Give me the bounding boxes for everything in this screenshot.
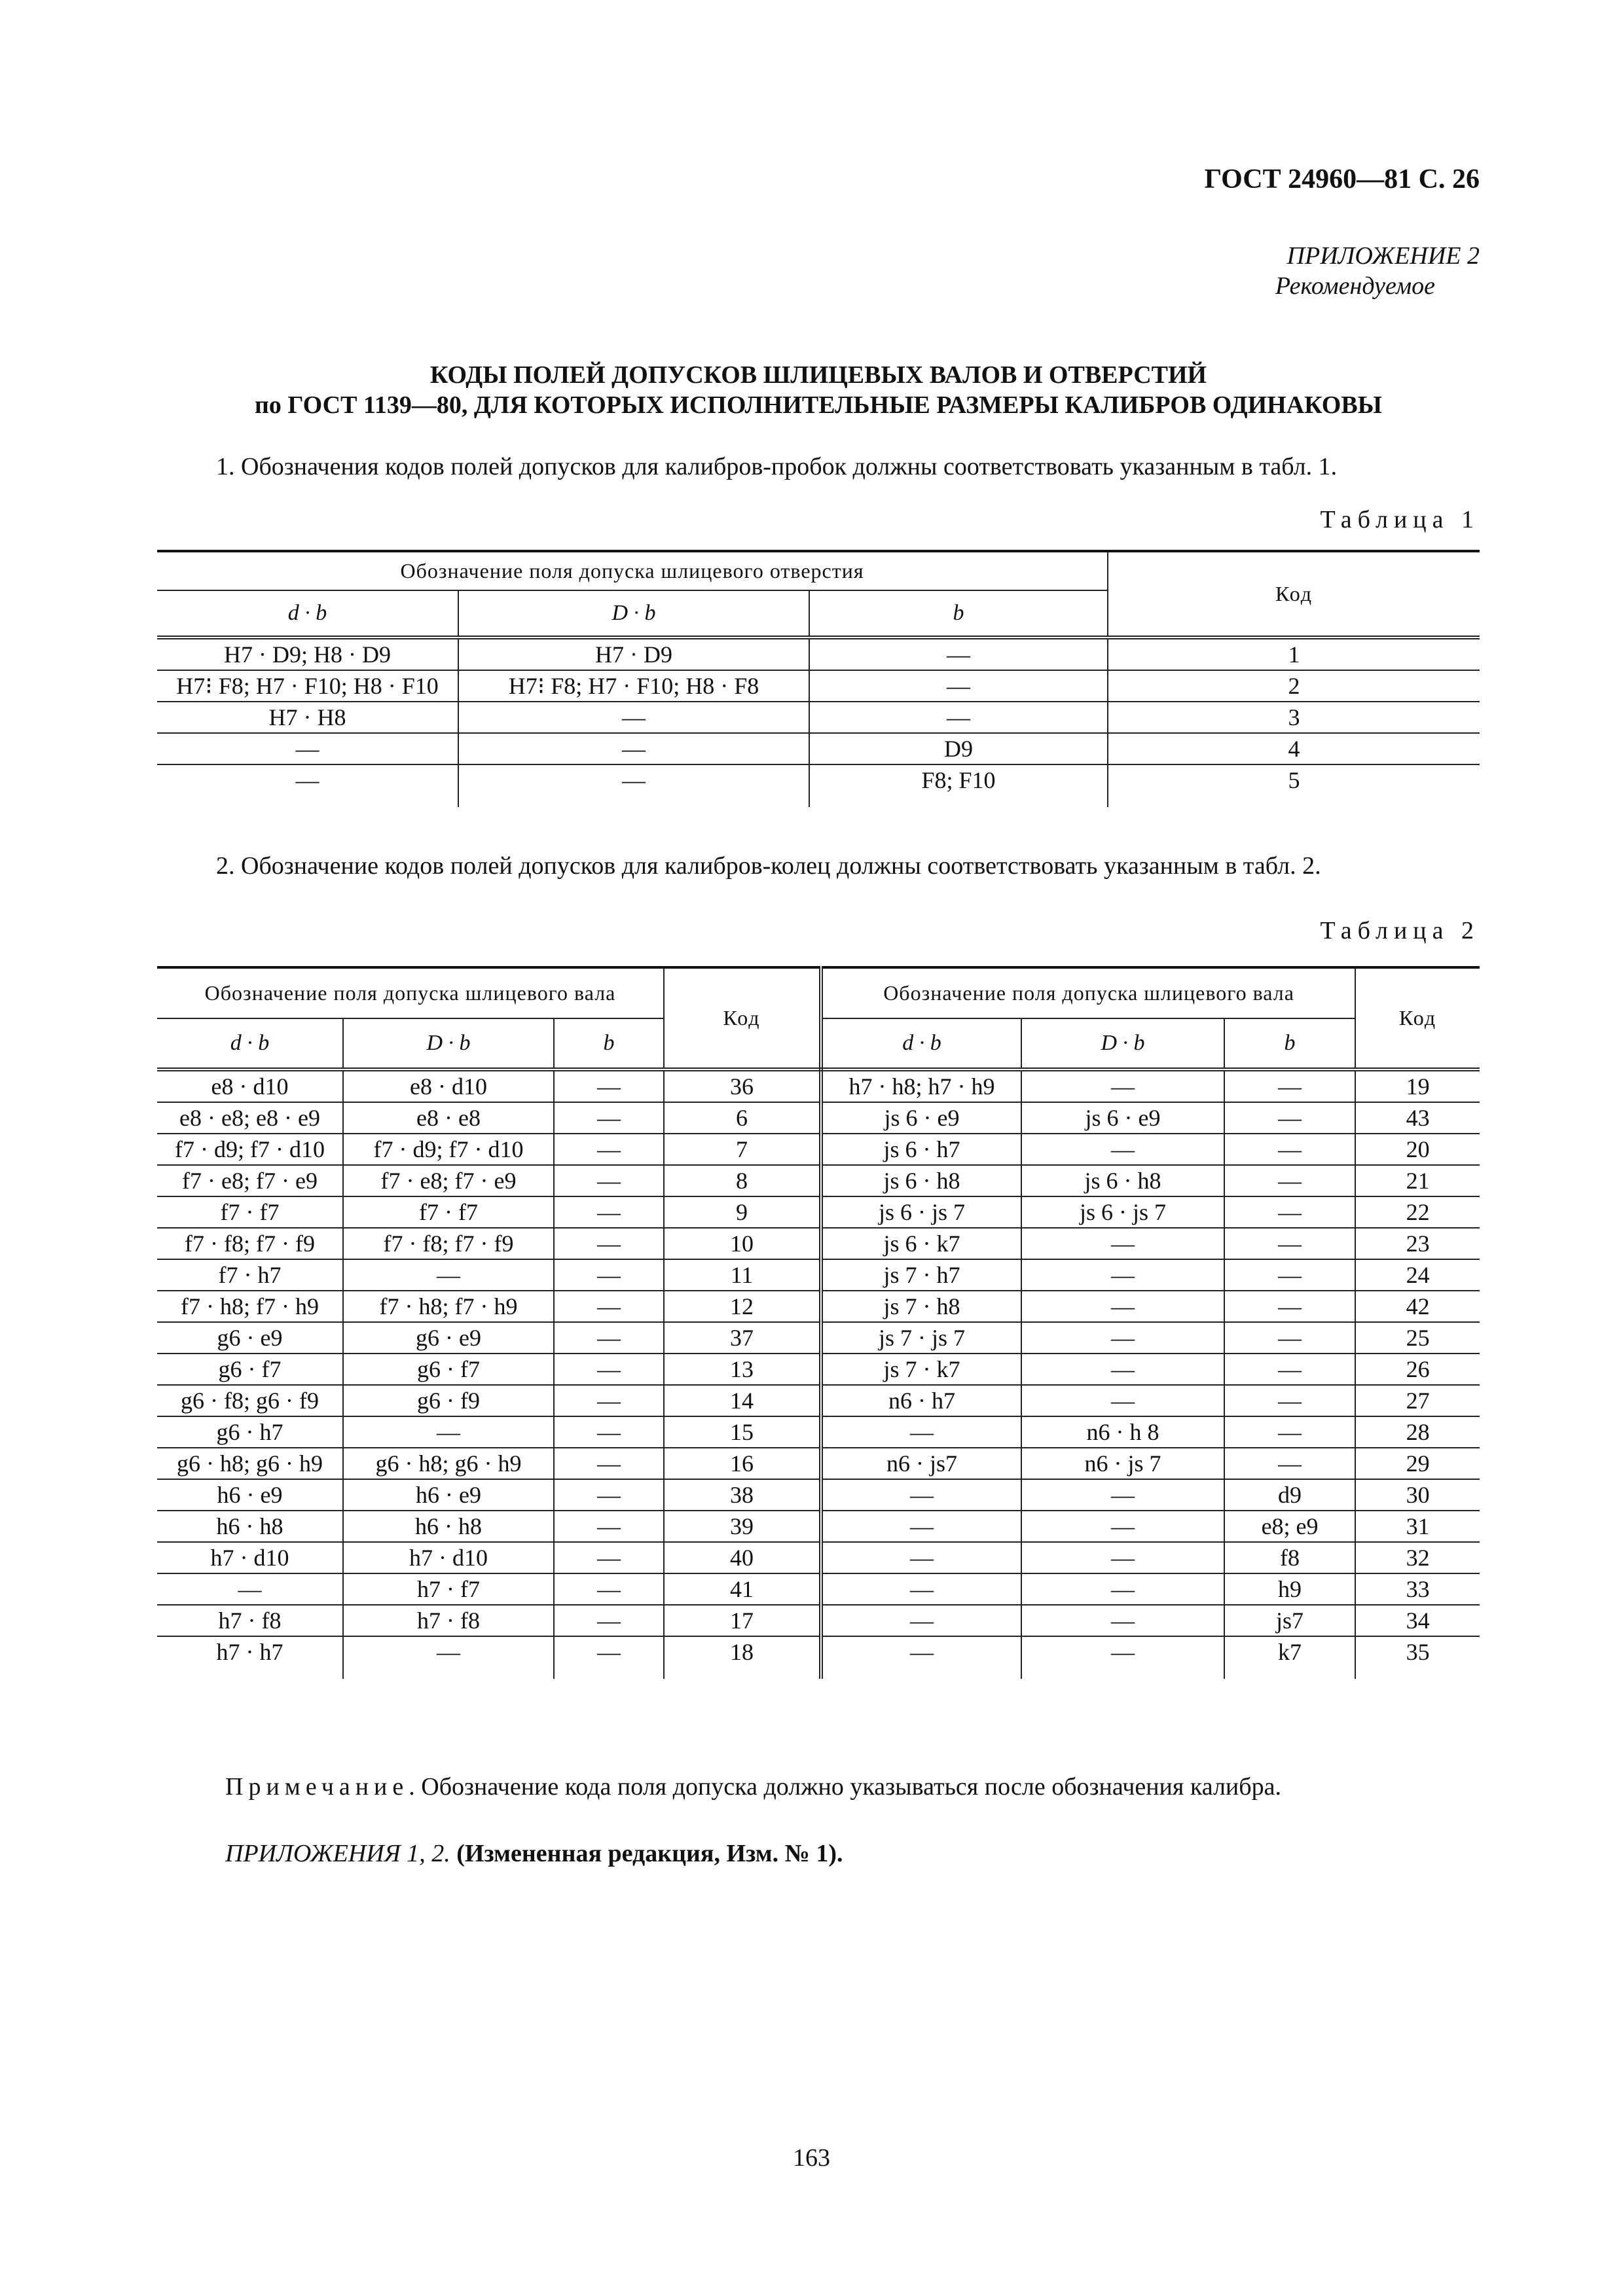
table-cell: — bbox=[458, 764, 809, 807]
table-cell: 11 bbox=[664, 1259, 821, 1291]
table-2-code-header: Код bbox=[664, 967, 821, 1069]
table-cell: — bbox=[821, 1636, 1021, 1679]
table-row bbox=[157, 1322, 1480, 1354]
table-cell: — bbox=[1021, 1322, 1224, 1354]
table-cell: 22 bbox=[1355, 1196, 1480, 1228]
table-cell: 33 bbox=[1355, 1573, 1480, 1605]
table-cell: — bbox=[554, 1322, 664, 1354]
table-cell: 3 bbox=[1108, 702, 1480, 733]
table-cell: — bbox=[1021, 1542, 1224, 1573]
table-cell: 39 bbox=[664, 1511, 821, 1542]
table-cell: js 6 · h8 bbox=[821, 1165, 1021, 1196]
table-cell: n6 · h 8 bbox=[1021, 1416, 1224, 1448]
table-cell: — bbox=[809, 637, 1108, 670]
table-cell: 34 bbox=[1355, 1605, 1480, 1636]
table-cell: — bbox=[554, 1573, 664, 1605]
table-row bbox=[157, 670, 1480, 702]
table-cell: — bbox=[554, 1228, 664, 1259]
table-cell: js 6 · js 7 bbox=[821, 1196, 1021, 1228]
table-cell: — bbox=[1021, 1354, 1224, 1385]
table-cell: — bbox=[554, 1605, 664, 1636]
table-cell: — bbox=[157, 733, 458, 764]
table-cell: 35 bbox=[1355, 1636, 1480, 1679]
table-cell: — bbox=[1021, 1291, 1224, 1322]
section-title bbox=[157, 360, 1480, 420]
table-cell: h6 · e9 bbox=[343, 1479, 554, 1511]
table-cell: g6 · f7 bbox=[343, 1354, 554, 1385]
table-cell: g6 · h8; g6 · h9 bbox=[343, 1448, 554, 1479]
table-cell: — bbox=[1021, 1605, 1224, 1636]
table-cell: 30 bbox=[1355, 1479, 1480, 1511]
table-cell: h7 · d10 bbox=[157, 1542, 343, 1573]
table-cell: g6 · e9 bbox=[343, 1322, 554, 1354]
table-1-col-header: D · b bbox=[458, 590, 809, 637]
table-row bbox=[157, 1416, 1480, 1448]
table-cell: 36 bbox=[664, 1069, 821, 1102]
table-1-col-header: d · b bbox=[157, 590, 458, 637]
table-cell: 27 bbox=[1355, 1385, 1480, 1416]
table-cell: — bbox=[1021, 1479, 1224, 1511]
table-cell: — bbox=[554, 1291, 664, 1322]
table-cell: 23 bbox=[1355, 1228, 1480, 1259]
table-cell: — bbox=[554, 1354, 664, 1385]
table-cell: — bbox=[809, 702, 1108, 733]
table-cell: — bbox=[821, 1416, 1021, 1448]
table-cell: — bbox=[554, 1448, 664, 1479]
table-row bbox=[157, 1385, 1480, 1416]
table-2-col-header: D · b bbox=[343, 1018, 554, 1069]
table-cell: 31 bbox=[1355, 1511, 1480, 1542]
table-cell: n6 · js 7 bbox=[1021, 1448, 1224, 1479]
table-cell: — bbox=[1224, 1448, 1355, 1479]
table-2-group-header-right: Обозначение поля допуска шлицевого вала bbox=[821, 967, 1355, 1018]
table-cell: D9 bbox=[809, 733, 1108, 764]
table-cell: 13 bbox=[664, 1354, 821, 1385]
table-cell: d9 bbox=[1224, 1479, 1355, 1511]
table-2-code-header: Код bbox=[1355, 967, 1480, 1069]
table-cell: 37 bbox=[664, 1322, 821, 1354]
table-cell: — bbox=[157, 1573, 343, 1605]
table-cell: js 7 · k7 bbox=[821, 1354, 1021, 1385]
table-cell: f7 · f7 bbox=[343, 1196, 554, 1228]
table-cell: — bbox=[554, 1416, 664, 1448]
table-row bbox=[157, 1479, 1480, 1511]
amendment-reference bbox=[225, 1839, 1480, 1868]
table-cell: g6 · e9 bbox=[157, 1322, 343, 1354]
table-cell: js 7 · h8 bbox=[821, 1291, 1021, 1322]
table-cell: — bbox=[458, 702, 809, 733]
table-row bbox=[157, 1448, 1480, 1479]
table-cell: g6 · h7 bbox=[157, 1416, 343, 1448]
table-cell: js 6 · k7 bbox=[821, 1228, 1021, 1259]
table-1-col-header: b bbox=[809, 590, 1108, 637]
table-cell: H7 · D9 bbox=[458, 637, 809, 670]
table-cell: 42 bbox=[1355, 1291, 1480, 1322]
table-cell: js 6 · js 7 bbox=[1021, 1196, 1224, 1228]
table-cell: f7 · e8; f7 · e9 bbox=[343, 1165, 554, 1196]
table-cell: — bbox=[554, 1542, 664, 1573]
table-cell: 5 bbox=[1108, 764, 1480, 807]
table-cell: — bbox=[343, 1259, 554, 1291]
table-cell: h6 · h8 bbox=[157, 1511, 343, 1542]
table-cell: f7 · h8; f7 · h9 bbox=[343, 1291, 554, 1322]
table-cell: — bbox=[821, 1573, 1021, 1605]
table-cell: h9 bbox=[1224, 1573, 1355, 1605]
table-row bbox=[157, 1165, 1480, 1196]
table-cell: — bbox=[1021, 1511, 1224, 1542]
table-row bbox=[157, 1196, 1480, 1228]
table-cell: js 6 · e9 bbox=[821, 1102, 1021, 1134]
table-cell: f7 · f8; f7 · f9 bbox=[343, 1228, 554, 1259]
table-row bbox=[157, 1291, 1480, 1322]
table-cell: — bbox=[1224, 1134, 1355, 1165]
table-row bbox=[157, 1228, 1480, 1259]
table-cell: 10 bbox=[664, 1228, 821, 1259]
table-row bbox=[157, 1605, 1480, 1636]
table-cell: — bbox=[554, 1385, 664, 1416]
table-cell: 2 bbox=[1108, 670, 1480, 702]
table-row bbox=[157, 637, 1480, 670]
table-cell: 4 bbox=[1108, 733, 1480, 764]
table-cell: — bbox=[1224, 1291, 1355, 1322]
note-text: . Обозначение кода поля допуска должно указываться после обозначения калибра. bbox=[409, 1773, 1281, 1801]
table-cell: e8 · d10 bbox=[157, 1069, 343, 1102]
table-cell: g6 · f9 bbox=[343, 1385, 554, 1416]
table-2-col-header: d · b bbox=[821, 1018, 1021, 1069]
table-cell: — bbox=[554, 1165, 664, 1196]
table-cell: h6 · h8 bbox=[343, 1511, 554, 1542]
table-row bbox=[157, 702, 1480, 733]
table-row bbox=[157, 764, 1480, 807]
table-cell: f7 · h8; f7 · h9 bbox=[157, 1291, 343, 1322]
table-cell: 9 bbox=[664, 1196, 821, 1228]
table-cell: 12 bbox=[664, 1291, 821, 1322]
table-cell: h7 · f8 bbox=[343, 1605, 554, 1636]
table-cell: js 6 · h7 bbox=[821, 1134, 1021, 1165]
table-2-col-header: b bbox=[554, 1018, 664, 1069]
table-cell: e8 · d10 bbox=[343, 1069, 554, 1102]
table-cell: — bbox=[1021, 1573, 1224, 1605]
table-cell: — bbox=[554, 1259, 664, 1291]
paragraph-2: 2. Обозначение кодов полей допусков для калибров-колец должны соответствовать указанным в табл. 2. bbox=[216, 852, 1321, 880]
table-cell: h7 · d10 bbox=[343, 1542, 554, 1573]
note bbox=[225, 1772, 1480, 1801]
table-row bbox=[157, 1134, 1480, 1165]
table-cell: — bbox=[1224, 1102, 1355, 1134]
table-row bbox=[157, 1259, 1480, 1291]
table-1-code-header: Код bbox=[1108, 551, 1480, 637]
table-cell: n6 · js7 bbox=[821, 1448, 1021, 1479]
table-cell: F8; F10 bbox=[809, 764, 1108, 807]
table-cell: — bbox=[1224, 1228, 1355, 1259]
table-cell: f7 · f8; f7 · f9 bbox=[157, 1228, 343, 1259]
appendix-label: ПРИЛОЖЕНИЕ 2 bbox=[1286, 242, 1480, 270]
table-cell: 20 bbox=[1355, 1134, 1480, 1165]
table-row bbox=[157, 733, 1480, 764]
table-cell: js 7 · js 7 bbox=[821, 1322, 1021, 1354]
table-cell: k7 bbox=[1224, 1636, 1355, 1679]
table-cell: 6 bbox=[664, 1102, 821, 1134]
table-cell: — bbox=[821, 1511, 1021, 1542]
table-cell: 28 bbox=[1355, 1416, 1480, 1448]
table-cell: h7 · f8 bbox=[157, 1605, 343, 1636]
table-cell: — bbox=[1021, 1134, 1224, 1165]
appendix-label-block bbox=[1113, 241, 1480, 301]
table-cell: — bbox=[554, 1479, 664, 1511]
table-cell: — bbox=[343, 1636, 554, 1679]
table-1 bbox=[157, 550, 1480, 807]
table-cell: h7 · h7 bbox=[157, 1636, 343, 1679]
table-cell: g6 · f8; g6 · f9 bbox=[157, 1385, 343, 1416]
table-cell: h6 · e9 bbox=[157, 1479, 343, 1511]
table-2 bbox=[157, 966, 1480, 1679]
table-cell: 18 bbox=[664, 1636, 821, 1679]
table-1-caption: Таблица 1 bbox=[1320, 506, 1480, 533]
table-cell: — bbox=[554, 1511, 664, 1542]
table-cell: — bbox=[1021, 1228, 1224, 1259]
table-cell: 24 bbox=[1355, 1259, 1480, 1291]
table-cell: 40 bbox=[664, 1542, 821, 1573]
table-1-group-header: Обозначение поля допуска шлицевого отверстия bbox=[157, 551, 1108, 590]
table-row bbox=[157, 1069, 1480, 1102]
table-row bbox=[157, 1636, 1480, 1679]
table-cell: — bbox=[1224, 1196, 1355, 1228]
table-cell: — bbox=[1224, 1165, 1355, 1196]
table-cell: h7 · h8; h7 · h9 bbox=[821, 1069, 1021, 1102]
table-2-col-header: b bbox=[1224, 1018, 1355, 1069]
table-cell: js7 bbox=[1224, 1605, 1355, 1636]
table-cell: g6 · f7 bbox=[157, 1354, 343, 1385]
table-cell: H7 · D9; H8 · D9 bbox=[157, 637, 458, 670]
table-cell: e8; e9 bbox=[1224, 1511, 1355, 1542]
table-cell: f8 bbox=[1224, 1542, 1355, 1573]
table-cell: — bbox=[343, 1416, 554, 1448]
table-cell: H7⁝ F8; H7 · F10; H8 · F8 bbox=[458, 670, 809, 702]
table-cell: H7⁝ F8; H7 · F10; H8 · F10 bbox=[157, 670, 458, 702]
table-cell: n6 · h7 bbox=[821, 1385, 1021, 1416]
table-cell: — bbox=[554, 1134, 664, 1165]
table-cell: 43 bbox=[1355, 1102, 1480, 1134]
table-cell: f7 · e8; f7 · e9 bbox=[157, 1165, 343, 1196]
table-cell: — bbox=[1224, 1259, 1355, 1291]
document-header: ГОСТ 24960—81 С. 26 bbox=[1204, 164, 1480, 194]
table-cell: — bbox=[1224, 1416, 1355, 1448]
table-cell: — bbox=[1021, 1259, 1224, 1291]
table-cell: — bbox=[1224, 1069, 1355, 1102]
table-2-col-header: D · b bbox=[1021, 1018, 1224, 1069]
table-cell: — bbox=[821, 1605, 1021, 1636]
table-cell: h7 · f7 bbox=[343, 1573, 554, 1605]
title-line-1: КОДЫ ПОЛЕЙ ДОПУСКОВ ШЛИЦЕВЫХ ВАЛОВ И ОТВЕРСТИЙ bbox=[429, 361, 1207, 389]
title-line-2: по ГОСТ 1139—80, ДЛЯ КОТОРЫХ ИСПОЛНИТЕЛЬНЫЕ РАЗМЕРЫ КАЛИБРОВ ОДИНАКОВЫ bbox=[255, 391, 1382, 419]
table-cell: — bbox=[157, 764, 458, 807]
table-cell: f7 · f7 bbox=[157, 1196, 343, 1228]
table-cell: f7 · d9; f7 · d10 bbox=[343, 1134, 554, 1165]
table-cell: H7 · H8 bbox=[157, 702, 458, 733]
table-2-group-header-left: Обозначение поля допуска шлицевого вала bbox=[157, 967, 664, 1018]
table-cell: 7 bbox=[664, 1134, 821, 1165]
note-label: Примечание bbox=[225, 1773, 409, 1801]
table-2-caption: Таблица 2 bbox=[1320, 917, 1480, 944]
table-cell: 16 bbox=[664, 1448, 821, 1479]
table-row bbox=[157, 1511, 1480, 1542]
table-cell: js 7 · h7 bbox=[821, 1259, 1021, 1291]
page-number: 163 bbox=[793, 2144, 830, 2172]
table-cell: 19 bbox=[1355, 1069, 1480, 1102]
table-cell: 17 bbox=[664, 1605, 821, 1636]
table-cell: — bbox=[1021, 1069, 1224, 1102]
table-cell: — bbox=[554, 1069, 664, 1102]
amendment-appendices: ПРИЛОЖЕНИЯ 1, 2. bbox=[225, 1840, 450, 1867]
table-cell: — bbox=[1224, 1322, 1355, 1354]
table-cell: — bbox=[458, 733, 809, 764]
table-cell: g6 · h8; g6 · h9 bbox=[157, 1448, 343, 1479]
table-cell: 1 bbox=[1108, 637, 1480, 670]
table-row bbox=[157, 1354, 1480, 1385]
table-cell: f7 · d9; f7 · d10 bbox=[157, 1134, 343, 1165]
table-2-col-header: d · b bbox=[157, 1018, 343, 1069]
table-cell: 32 bbox=[1355, 1542, 1480, 1573]
table-cell: 29 bbox=[1355, 1448, 1480, 1479]
table-cell: 25 bbox=[1355, 1322, 1480, 1354]
table-cell: 14 bbox=[664, 1385, 821, 1416]
table-cell: 21 bbox=[1355, 1165, 1480, 1196]
table-cell: 38 bbox=[664, 1479, 821, 1511]
table-cell: — bbox=[821, 1479, 1021, 1511]
table-cell: — bbox=[1224, 1385, 1355, 1416]
table-cell: — bbox=[821, 1542, 1021, 1573]
table-cell: — bbox=[554, 1196, 664, 1228]
table-cell: js 6 · h8 bbox=[1021, 1165, 1224, 1196]
table-cell: — bbox=[554, 1636, 664, 1679]
table-cell: e8 · e8 bbox=[343, 1102, 554, 1134]
table-cell: — bbox=[809, 670, 1108, 702]
paragraph-1: 1. Обозначения кодов полей допусков для калибров-пробок должны соответствовать указанным в табл. 1. bbox=[216, 453, 1338, 480]
table-cell: 15 bbox=[664, 1416, 821, 1448]
table-cell: f7 · h7 bbox=[157, 1259, 343, 1291]
table-row bbox=[157, 1542, 1480, 1573]
table-cell: e8 · e8; e8 · e9 bbox=[157, 1102, 343, 1134]
table-cell: js 6 · e9 bbox=[1021, 1102, 1224, 1134]
amendment-edition: (Измененная редакция, Изм. № 1). bbox=[456, 1840, 843, 1867]
table-cell: 8 bbox=[664, 1165, 821, 1196]
appendix-status: Рекомендуемое bbox=[1275, 272, 1435, 300]
table-row bbox=[157, 1102, 1480, 1134]
table-cell: — bbox=[554, 1102, 664, 1134]
table-cell: — bbox=[1021, 1636, 1224, 1679]
table-cell: — bbox=[1224, 1354, 1355, 1385]
table-cell: 26 bbox=[1355, 1354, 1480, 1385]
table-row bbox=[157, 1573, 1480, 1605]
table-cell: 41 bbox=[664, 1573, 821, 1605]
table-cell: — bbox=[1021, 1385, 1224, 1416]
